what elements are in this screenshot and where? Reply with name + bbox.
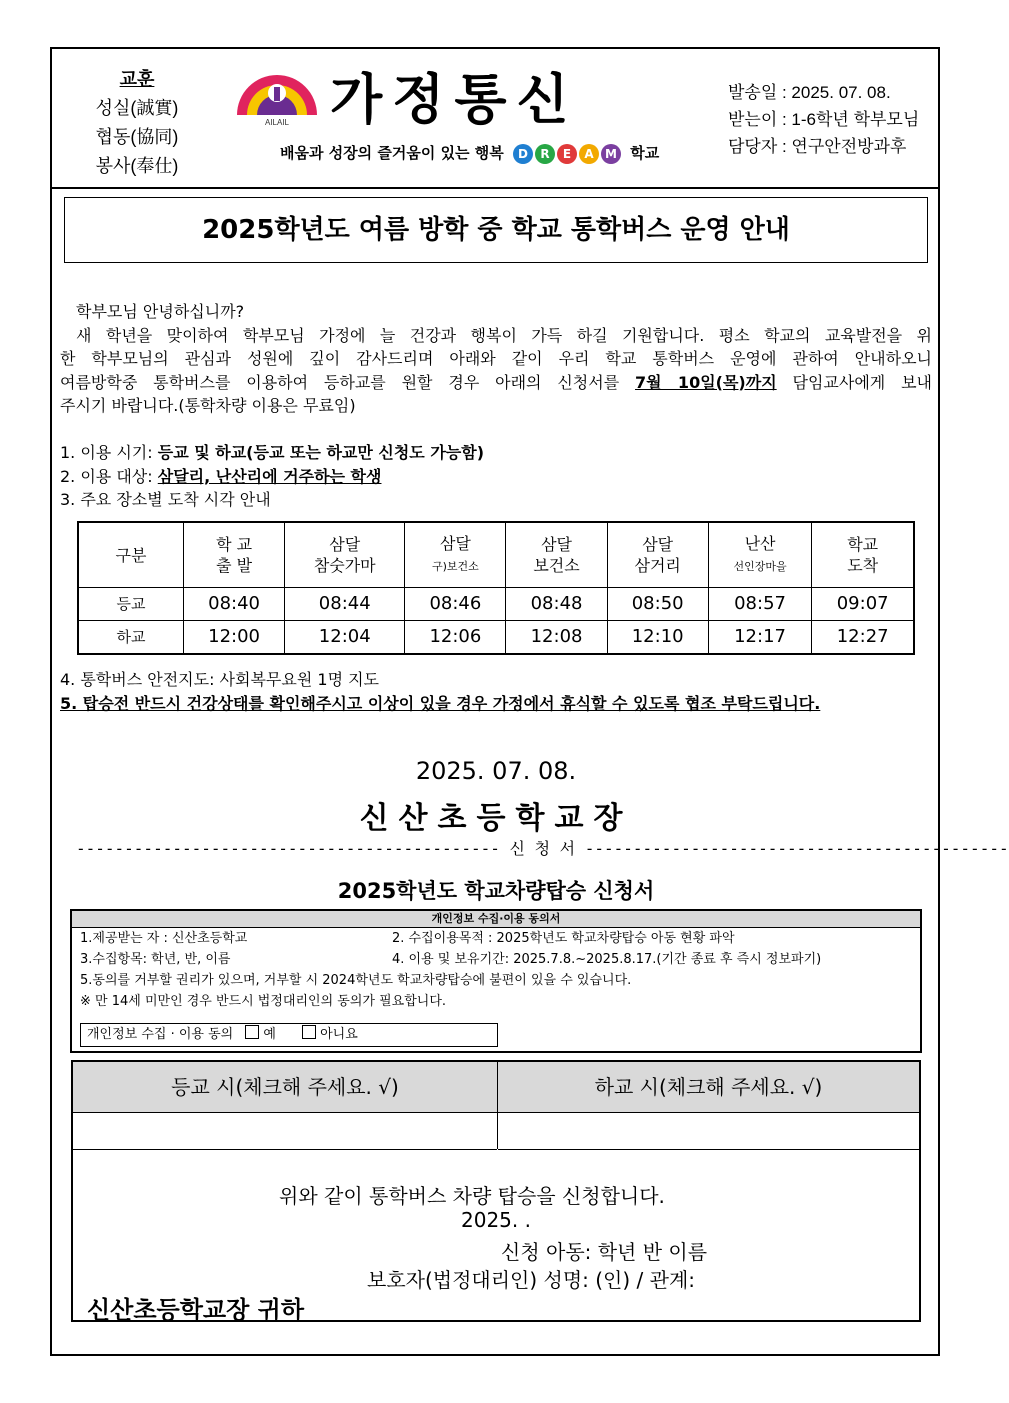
item-value: 삼달리, 난산리에 거주하는 학생	[157, 466, 382, 486]
privacy-consent-box	[70, 909, 922, 1053]
motto-title: 교훈	[119, 69, 155, 89]
logo-text: AILAIL	[264, 118, 290, 127]
consent-text: 4. 이용 및 보유기간: 2025.7.8.~2025.8.17.(기간 종료 후 즉시 정보파기)	[392, 952, 822, 967]
time-cell: 08:46	[405, 588, 506, 621]
send-date: 발송일 : 2025. 07. 08.	[728, 83, 891, 102]
row-label: 하교	[78, 620, 184, 654]
intro-line	[60, 371, 932, 395]
time-cell: 12:00	[184, 620, 285, 654]
dream-letter: A	[579, 144, 599, 164]
time-cell: 12:27	[812, 620, 914, 654]
school-slogan	[280, 142, 659, 164]
agree-yes-label: 예	[263, 1027, 276, 1042]
school-motto	[82, 65, 192, 181]
item-health-check: 5. 탑승전 반드시 건강상태를 확인해주시고 이상이 있을 경우 가정에서 휴식할 수 있도록 협조 부탁드립니다.	[60, 694, 821, 713]
time-cell: 08:50	[607, 588, 708, 621]
deadline: 7월 10일(목)까지	[635, 372, 777, 392]
time-cell: 12:08	[506, 620, 607, 654]
time-cell: 08:57	[708, 588, 812, 621]
stop-header: 난산 선인장마을	[708, 522, 812, 588]
consent-text: 3.수집항목: 학년, 반, 이름	[80, 952, 231, 967]
agree-no-checkbox[interactable]	[302, 1025, 316, 1039]
application-statement: 위와 같이 통학버스 차량 탑승을 신청합니다.	[279, 1184, 665, 1208]
col-home-header: 하교 시(체크해 주세요. √)	[498, 1062, 919, 1113]
stop-header: 삼달 구)보건소	[405, 522, 506, 588]
recipient: 받는이 : 1-6학년 학부모님	[728, 110, 920, 129]
consent-header: 개인정보 수집·이용 동의서	[72, 911, 920, 928]
arrival-schedule-table	[77, 521, 915, 655]
intro-text	[60, 300, 932, 512]
intro-segment: 담임교사에게 보내	[792, 372, 933, 392]
notice-title: 2025학년도 여름 방학 중 학교 통학버스 운영 안내	[64, 197, 928, 263]
time-cell: 09:07	[812, 588, 914, 621]
newsletter-title: 가정통신	[330, 67, 579, 131]
intro-line: 주시기 바랍니다.(통학차량 이용은 무료임)	[60, 396, 356, 415]
table-row	[78, 588, 914, 621]
item-schedule-heading: 3. 주요 장소별 도착 시각 안내	[60, 490, 271, 509]
agree-yes-checkbox[interactable]	[245, 1025, 259, 1039]
agree-label: 개인정보 수집 · 이용 동의	[87, 1027, 234, 1042]
time-cell: 12:06	[405, 620, 506, 654]
consent-text: 1.제공받는 자 : 신산초등학교	[80, 931, 248, 946]
application-separator: -------------------------------------------- 신 청 서 --------------------------------------------	[76, 839, 1009, 858]
item-safety-guide: 4. 통학버스 안전지도: 사회복무요원 1명 지도	[60, 670, 380, 689]
dream-letter: D	[513, 144, 533, 164]
consent-row: ※ 만 14세 미만인 경우 반드시 법정대리인의 동의가 필요합니다.	[80, 994, 447, 1009]
column-divider	[497, 1062, 498, 1149]
time-cell: 08:40	[184, 588, 285, 621]
table-header-row	[78, 522, 914, 588]
stop-header: 삼달 삼거리	[607, 522, 708, 588]
dream-letter: R	[535, 144, 555, 164]
principal-name: 신산초등학교장	[359, 801, 633, 836]
slogan-text: 배움과 성장의 즐거움이 있는 행복	[280, 144, 504, 162]
table-row	[78, 620, 914, 654]
home-check-cell[interactable]	[498, 1113, 919, 1150]
school-logo-icon	[232, 65, 322, 125]
greeting: 학부모님 안녕하십니까?	[76, 302, 245, 321]
guardian-field[interactable]: 보호자(법정대리인) 성명: (인) / 관계:	[367, 1268, 696, 1292]
consent-row	[72, 928, 920, 949]
stop-header: 학 교 출 발	[184, 522, 285, 588]
stop-header: 삼달 보건소	[506, 522, 607, 588]
intro-segment: 여름방학중 통학버스를 이용하여 등하교를 원할 경우 아래의 신청서를	[60, 372, 620, 392]
item-usage-period	[60, 441, 932, 465]
application-form	[71, 1060, 921, 1322]
time-cell: 08:44	[285, 588, 405, 621]
slogan-suffix: 학교	[630, 144, 660, 162]
time-cell: 12:04	[285, 620, 405, 654]
consent-agree-field	[80, 1023, 498, 1047]
issue-date: 2025. 07. 08.	[415, 757, 577, 785]
school-check-cell[interactable]	[73, 1113, 497, 1150]
dream-letter: M	[601, 144, 621, 164]
consent-row: 5.동의를 거부할 권리가 있으며, 거부할 시 2024학년도 학교차량탑승에 불편이 있을 수 있습니다.	[80, 973, 632, 988]
motto-item: 성실(誠實)	[95, 98, 179, 118]
manager: 담당자 : 연구안전방과후	[728, 137, 907, 156]
agree-no-label: 아니요	[320, 1027, 358, 1042]
consent-text: 2. 수집이용목적 : 2025학년도 학교차량탑승 아동 현황 파악	[392, 931, 735, 946]
child-info-field[interactable]: 신청 아동: 학년 반 이름	[501, 1240, 708, 1264]
intro-line: 새 학년을 맞이하여 학부모님 가정에 늘 건강과 행복이 가득 하길 기원합니다. 평소 학교의 교육발전을 위	[76, 325, 932, 345]
send-info	[728, 79, 919, 160]
dream-letter: E	[557, 144, 577, 164]
motto-item: 협동(協同)	[95, 127, 179, 147]
time-cell: 12:17	[708, 620, 812, 654]
motto-item: 봉사(奉仕)	[95, 156, 179, 176]
addressee: 신산초등학교장 귀하	[87, 1296, 305, 1324]
col-school-header: 등교 시(체크해 주세요. √)	[73, 1062, 497, 1113]
item-eligibility	[60, 465, 932, 489]
application-year: 2025. .	[461, 1208, 531, 1232]
consent-row	[72, 949, 920, 970]
time-cell: 12:10	[607, 620, 708, 654]
row-label: 등교	[78, 588, 184, 621]
newsletter-header	[52, 49, 938, 189]
item-label: 1. 이용 시기:	[60, 443, 153, 462]
table-corner: 구분	[78, 522, 184, 588]
item-value: 등교 및 하교(등교 또는 하교만 신청도 가능함)	[157, 443, 485, 462]
notice-items	[60, 668, 820, 716]
time-cell: 08:48	[506, 588, 607, 621]
application-title: 2025학년도 학교차량탑승 신청서	[337, 879, 655, 903]
stop-header: 삼달 참숫가마	[285, 522, 405, 588]
signature-area	[73, 1150, 919, 1324]
item-label: 2. 이용 대상:	[60, 466, 153, 486]
stop-header: 학교 도착	[812, 522, 914, 588]
intro-line: 한 학부모님의 관심과 성원에 깊이 감사드리며 아래와 같이 우리 학교 통학버스 운영에 관하여 안내하오니	[60, 349, 932, 368]
dream-badges	[513, 144, 621, 164]
